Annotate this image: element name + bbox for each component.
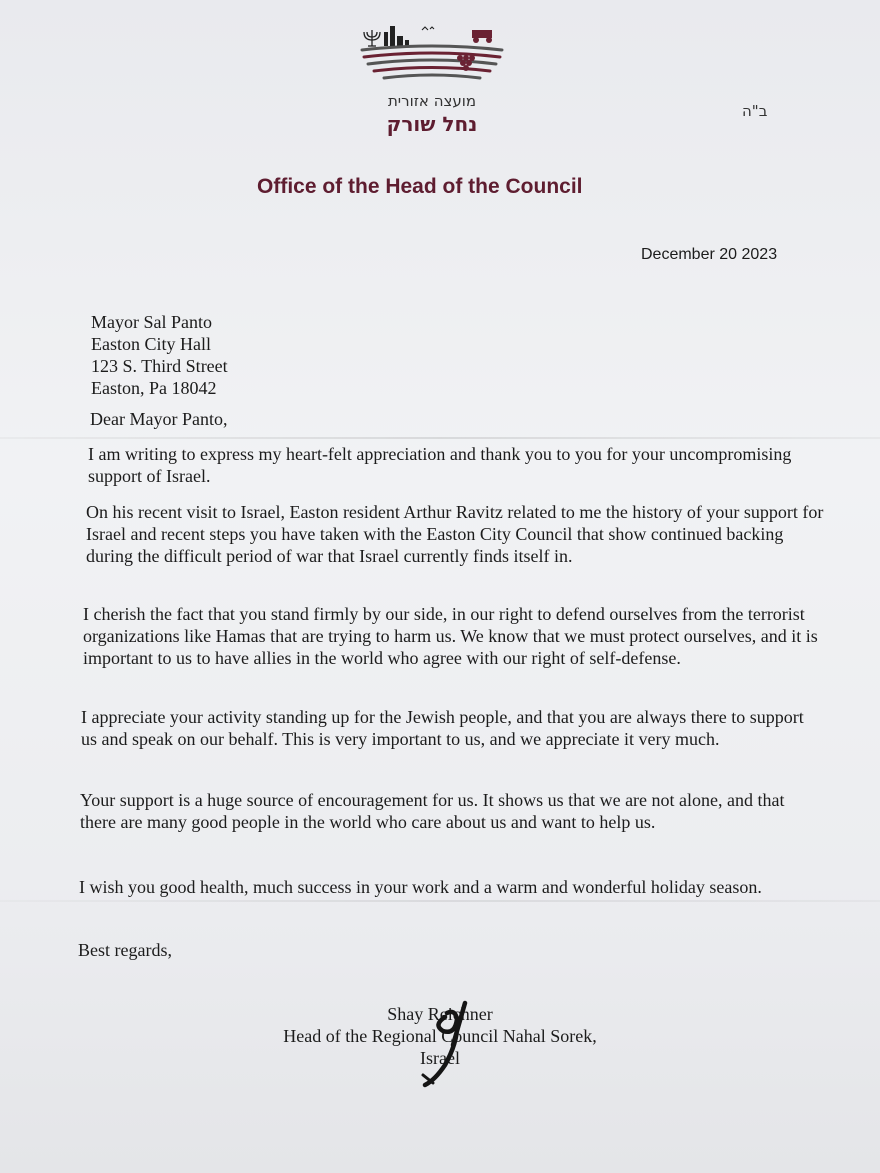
body-paragraph: I cherish the fact that you stand firmly by our side, in our right to defend ourselves from the terrorist organizations like Hamas that are trying to harm us. We know that we must protect ourselves, and it is important to us to have allies in the world who agree with our right of self-defense.	[83, 604, 818, 668]
council-logo	[360, 22, 504, 92]
office-title: Office of the Head of the Council	[257, 175, 583, 198]
signer-name: Shay Reichner	[387, 1004, 493, 1024]
body-paragraph: Your support is a huge source of encouragement for us. It shows us that we are not alone, and that there are many good people in the world who care about us and want to help us.	[80, 790, 785, 832]
org-name-small: מועצה אזורית	[387, 92, 477, 110]
salutation: Dear Mayor Panto,	[90, 409, 228, 429]
signer-title: Head of the Regional Council Nahal Sorek,	[283, 1026, 597, 1046]
bh-mark: ב"ה	[742, 102, 768, 120]
paper-fold-line	[0, 900, 880, 902]
body-paragraph: On his recent visit to Israel, Easton resident Arthur Ravitz related to me the history of your support for Israel and recent steps you have taken with the Easton City Council that show continued backing during the difficult period of war that Israel currently finds itself in.	[86, 502, 824, 566]
recipient-address	[91, 311, 228, 399]
letter-date: December 20 2023	[641, 246, 778, 263]
closing: Best regards,	[78, 940, 172, 960]
org-name-large: נחל שורק	[386, 112, 478, 136]
recipient-office: Easton City Hall	[91, 334, 211, 354]
recipient-name: Mayor Sal Panto	[91, 312, 212, 332]
body-paragraph: I appreciate your activity standing up for the Jewish people, and that you are always there to support us and speak on our behalf. This is very important to us, and we appreciate it very much.	[81, 707, 804, 749]
recipient-street: 123 S. Third Street	[91, 356, 228, 376]
body-paragraph: I wish you good health, much success in your work and a warm and wonderful holiday season.	[79, 877, 762, 897]
body-paragraph: I am writing to express my heart-felt appreciation and thank you to you for your uncompromising support of Israel.	[88, 444, 792, 486]
handwritten-signature	[405, 995, 515, 1090]
signer-country: Israel	[420, 1048, 460, 1068]
paper-fold-line	[0, 437, 880, 439]
recipient-city: Easton, Pa 18042	[91, 378, 217, 398]
